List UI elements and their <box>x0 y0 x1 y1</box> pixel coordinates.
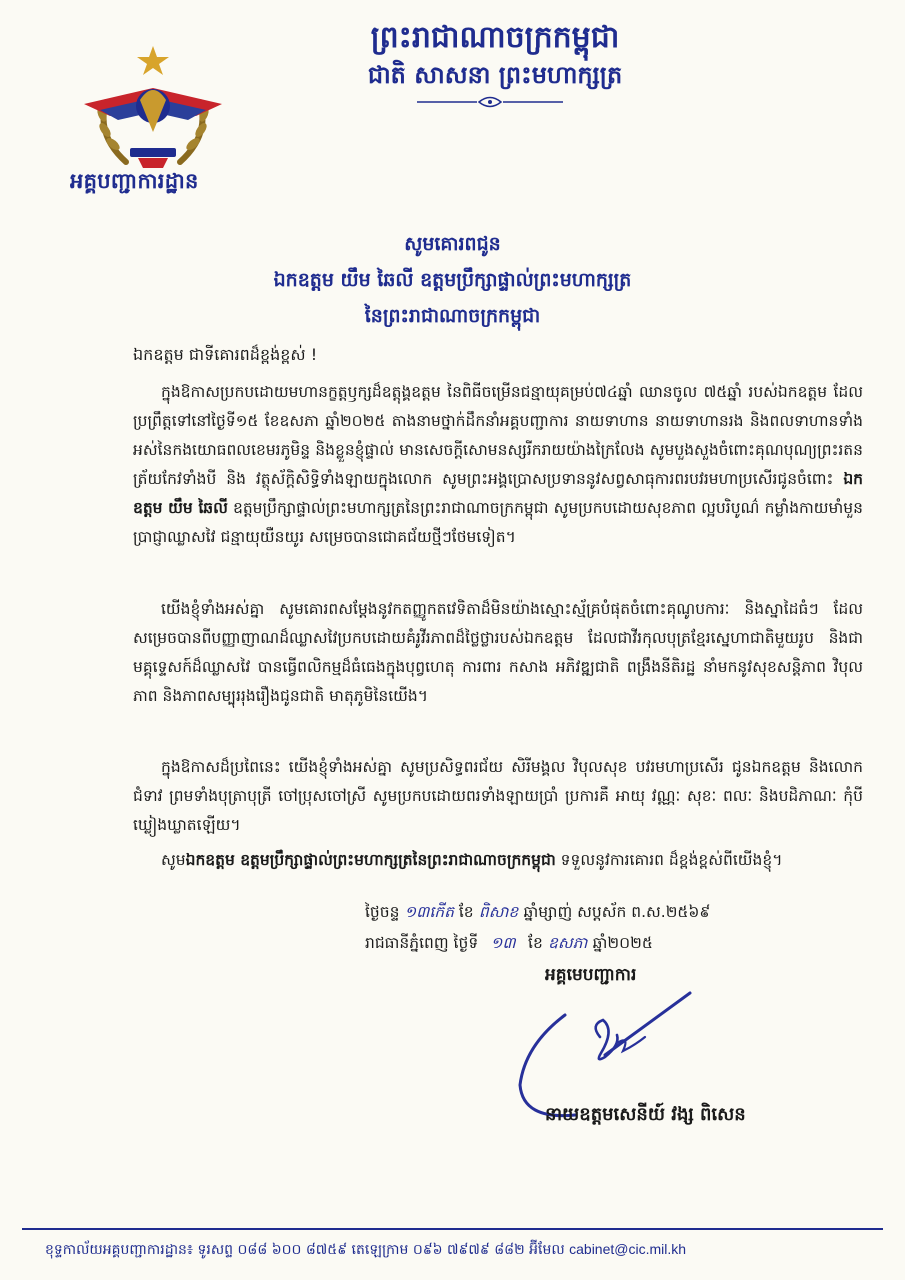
paragraph-1-emphasis: ឯកឧត្តម យឹម ឆៃលី <box>133 470 863 517</box>
lunar-date-suffix: ឆ្នាំម្សាញ់ សប្តស័ក ព.ស.២៥៦៩ <box>523 903 711 921</box>
paragraph-1-text-b: ឧត្តមប្រឹក្សាផ្ទាល់ព្រះមហាក្សត្រនៃព្រះរាជាណាចក្រកម្ពុជា សូមប្រកបដោយសុខភាព ល្អបរិបូណ៌ កម្លាំងកាយមាំមួន ប្រាជ្ញាឈ្លាសវៃ ជន្មាយុយឺនយូរ សម្រេចបានជោគជ័យថ្មីៗថែមទៀត។ <box>133 499 863 546</box>
addressee-line-2: ឯកឧត្តម យឹម ឆៃលី ឧត្តមប្រឹក្សាផ្ទាល់ព្រះមហាក្សត្រ <box>273 269 632 291</box>
paragraph-4-emphasis: ឯកឧត្តម ឧត្តមប្រឹក្សាផ្ទាល់ព្រះមហាក្សត្រនៃព្រះរាជាណាចក្រកម្ពុជា <box>185 851 556 869</box>
paragraph-2: យើងខ្ញុំទាំងអស់គ្នា សូមគោរពសម្តែងនូវកតញ្ញូកតវេទិតាដ៏មិនយ៉ាងស្មោះស្ម័គ្របំផុតចំពោះគុណូបការៈ និងស្នាដៃធំៗ ដែលសម្រេចបានពីបញ្ញាញាណដ៏ឈ្លាសវៃប្រកបដោយគំរូវីរភាពដ៏ថ្លៃថ្លារបស់ឯកឧត្តម ដែលជាវីរកុលបុត្រខ្មែរស្នេហាជាតិមួយរូប និងជាមគ្គុទ្ទេសក៍ដ៏ឈ្លាសវៃ បានធ្វើពលិកម្មដ៏ធំធេងក្នុងបុព្វហេតុ ការពារ កសាង អភិវឌ្ឍជាតិ ពង្រឹងនីតិរដ្ឋ នាំមកនូវសុខសន្តិភាព វិបុលភាព និងភាពសម្បុររុងរឿងជូនជាតិ មាតុភូមិនៃយើង។ <box>133 600 863 705</box>
paragraph-3: ក្នុងឱកាសដ៏ប្រពៃនេះ យើងខ្ញុំទាំងអស់គ្នា សូមប្រសិទ្ធពរជ័យ សិរីមង្គល វិបុលសុខ បវរមហាប្រសើរ ជូនឯកឧត្តម និងលោកជំទាវ ព្រមទាំងបុត្រាបុត្រី ចៅប្រុសចៅស្រី សូមប្រកបដោយពរទាំងឡាយប្រាំ ប្រការគឺ អាយុ វណ្ណៈ សុខៈ ពលៈ និងបដិភាណៈ កុំបីឃ្លៀងឃ្លាតឡើយ។ <box>133 758 863 834</box>
lunar-day-handwritten: ១៣កើត <box>404 903 454 921</box>
addressee-line-1: សូមគោរពជូន <box>404 233 501 255</box>
paragraph-4-text-b: ទទួលនូវការគោរព ដ៏ខ្ពង់ខ្ពស់ពីយើងខ្ញុំ។ <box>555 851 783 869</box>
footer-email[interactable]: cabinet@cic.mil.kh <box>569 1241 687 1257</box>
signatory-title: អគ្គមេបញ្ជាការ <box>545 965 637 985</box>
organization-name: អគ្គបញ្ជាការដ្ឋាន <box>70 169 199 193</box>
paragraph-4 <box>133 846 863 875</box>
paragraph-4-text-a: សូម <box>161 851 186 869</box>
national-motto: ជាតិ សាសនា ព្រះមហាក្សត្រ <box>367 61 623 89</box>
footer-contact-text: ខុទ្ទកាល័យអគ្គបញ្ជាការដ្ឋាន៖ ទូរសព្ទ ០៨៨ ៦០០ ៨៧៥៩ តេឡេក្រាម ០៩៦ ៧៩៧៩ ៨៨២ អ៊ីមែល <box>45 1242 565 1258</box>
footer-divider <box>22 1228 883 1230</box>
month-label: ខែ <box>528 934 543 952</box>
place-date-line <box>365 933 653 956</box>
month-handwritten: ឧសភា <box>548 934 588 952</box>
salutation: ឯកឧត្តម ជាទីគោរពដ៏ខ្ពង់ខ្ពស់ ! <box>133 345 318 364</box>
lunar-month-label: ខែ <box>458 903 474 921</box>
year-text: ឆ្នាំ២០២៥ <box>592 934 653 952</box>
kingdom-title: ព្រះរាជាណាចក្រកម្ពុជា <box>370 20 620 55</box>
signatory-name: នាយឧត្តមសេនីយ៍ វង្ស ពិសេន <box>545 1104 746 1125</box>
day-handwritten: ១៣ <box>490 934 516 952</box>
lunar-month-handwritten: ពិសាខ <box>478 903 519 921</box>
lunar-date-line <box>365 902 710 925</box>
place-date-prefix: រាជធានីភ្នំពេញ ថ្ងៃទី <box>365 934 479 952</box>
footer-contact <box>45 1240 875 1261</box>
ornament-divider <box>415 95 565 109</box>
emblem-graphic <box>78 40 228 172</box>
paragraph-1 <box>133 378 863 552</box>
lunar-date-prefix: ថ្ងៃចន្ទ <box>365 903 400 921</box>
addressee-line-3: នៃព្រះរាជាណាចក្រកម្ពុជា <box>364 305 541 327</box>
military-emblem-logo <box>78 40 228 172</box>
paragraph-1-text-a: ក្នុងឱកាសប្រកបដោយមហានក្ខត្តឫក្សដ៏ឧត្តុង្គឧត្តម នៃពិធីចម្រើនជន្មាយុគម្រប់៧៤ឆ្នាំ ឈានចូល ៧៥ឆ្នាំ របស់ឯកឧត្តម ដែលប្រព្រឹត្តទៅនៅថ្ងៃទី១៥ ខែឧសភា ឆ្នាំ២០២៥ តាងនាមថ្នាក់ដឹកនាំអគ្គបញ្ជាការ នាយទាហាន នាយទាហានរង និងពលទាហានទាំងអស់នៃកងយោធពលខេមរភូមិន្ទ និងខ្លួនខ្ញុំផ្ទាល់ មានសេចក្តីសោមនស្សរីករាយយ៉ាងក្រៃលែង សូមបួងសួងចំពោះគុណបុណ្យព្រះរតនត្រ័យកែវទាំងបី និង វត្ថុស័ក្តិសិទ្ធិទាំងឡាយក្នុងលោក សូមព្រះអង្គប្រោសប្រទាននូវសព្វសាធុការពរបវរមហាប្រសើរជូនចំពោះ <box>133 383 863 488</box>
